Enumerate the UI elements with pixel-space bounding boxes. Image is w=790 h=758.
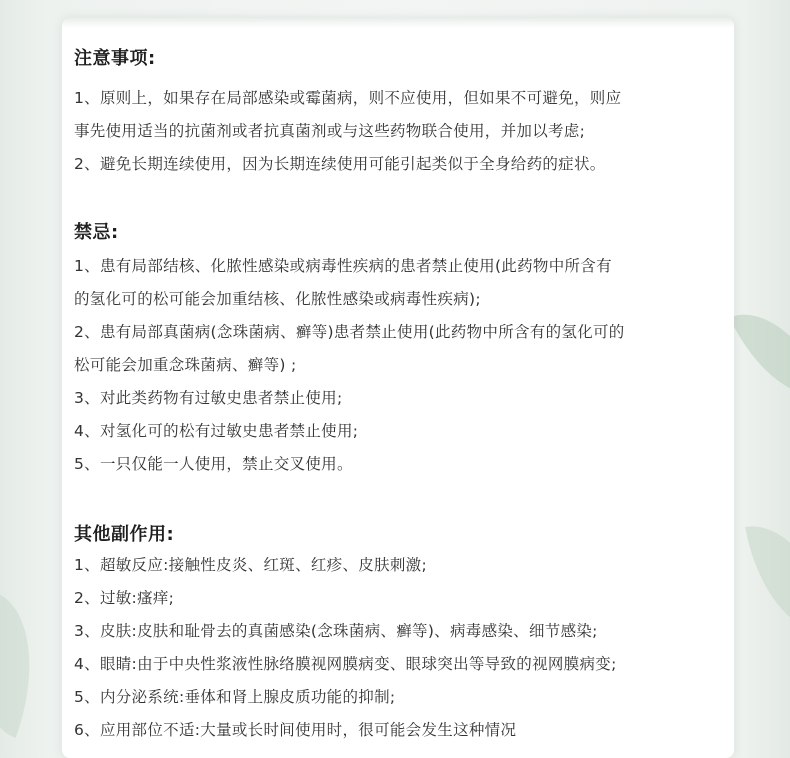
precautions-body (74, 82, 621, 181)
side-effects-line: 2、过敏:瘙痒; (74, 589, 175, 607)
contraindications-line: 5、一只仅能一人使用，禁止交叉使用。 (74, 455, 353, 473)
contraindications-body (74, 250, 625, 481)
side-effects-line: 4、眼睛:由于中央性浆液性脉络膜视网膜病变、眼球突出等导致的视网膜病变; (74, 655, 617, 673)
contraindications-line: 的氢化可的松可能会加重结核、化脓性感染或病毒性疾病); (74, 290, 481, 308)
decorative-leaf (0, 592, 60, 738)
side-effects-line: 6、应用部位不适:大量或长时间使用时，很可能会发生这种情况 (74, 721, 517, 739)
precautions-heading: 注意事项: (74, 48, 156, 69)
side-effects-heading: 其他副作用: (74, 524, 175, 545)
precautions-line: 2、避免长期连续使用，因为长期连续使用可能引起类似于全身给药的症状。 (74, 155, 606, 173)
contraindications-line: 2、患有局部真菌病(念珠菌病、癣等)患者禁止使用(此药物中所含有的氢化可的 (74, 323, 625, 341)
contraindications-line: 3、对此类药物有过敏史患者禁止使用; (74, 389, 343, 407)
precautions-line: 1、原则上，如果存在局部感染或霉菌病，则不应使用，但如果不可避免，则应 (74, 89, 622, 107)
side-effects-line: 1、超敏反应:接触性皮炎、红斑、红疹、皮肤刺激; (74, 556, 428, 574)
decorative-leaf (745, 515, 790, 645)
contraindications-line: 4、对氢化可的松有过敏史患者禁止使用; (74, 422, 359, 440)
side-effects-line: 3、皮肤:皮肤和耻骨去的真菌感染(念珠菌病、癣等)、病毒感染、细节感染; (74, 622, 598, 640)
contraindications-heading: 禁忌: (74, 222, 119, 243)
contraindications-line: 1、患有局部结核、化脓性感染或病毒性疾病的患者禁止使用(此药物中所含有 (74, 257, 612, 275)
side-effects-line: 5、内分泌系统:垂体和肾上腺皮质功能的抑制; (74, 688, 396, 706)
card-top-fade (62, 18, 734, 28)
decorative-leaf (730, 292, 790, 417)
contraindications-line: 松可能会加重念珠菌病、癣等) ; (74, 356, 297, 374)
side-effects-body (74, 549, 617, 747)
content-card (62, 18, 734, 758)
precautions-line: 事先使用适当的抗菌剂或者抗真菌剂或与这些药物联合使用，并加以考虑; (74, 122, 586, 140)
